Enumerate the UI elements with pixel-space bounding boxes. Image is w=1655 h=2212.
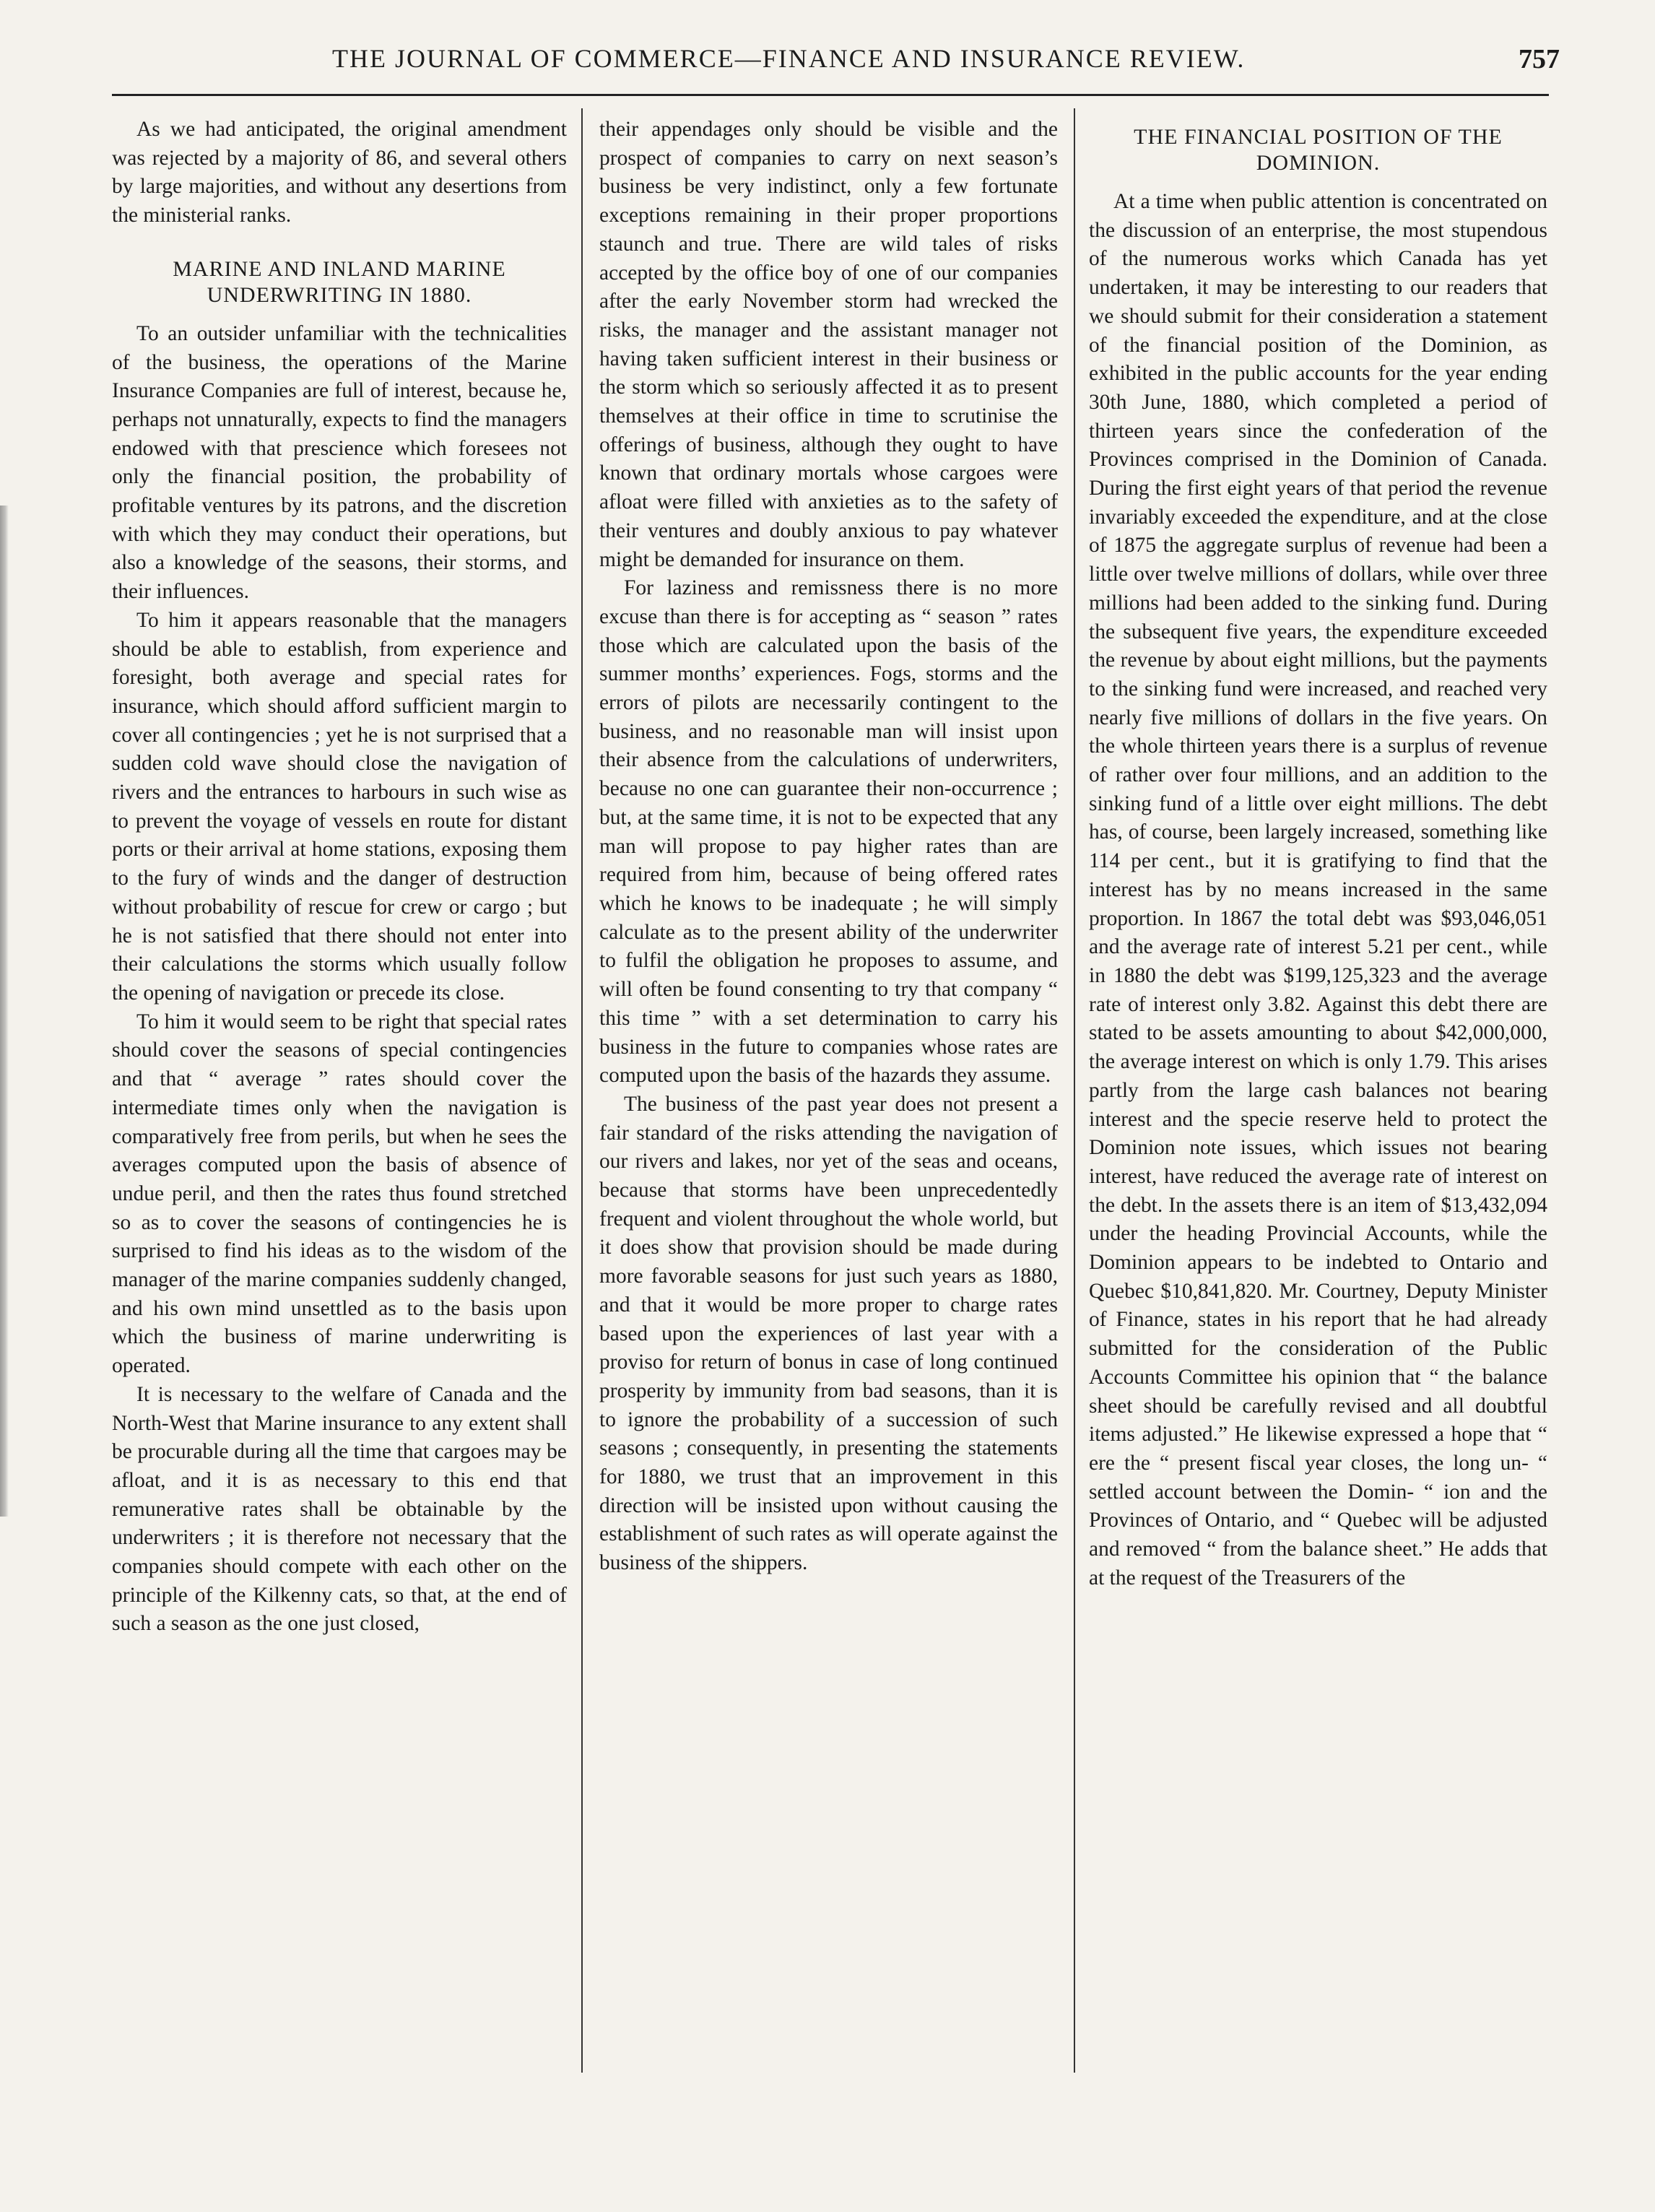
column-3: [1089, 116, 1547, 1592]
paragraph: To him it would seem to be right that special rates should cover the seasons of special contingencies and that “ average ” rates should cover the intermediate times only when the navigation is comparatively free from perils, but when he sees the averages computed upon the basis of absence of undue peril, and then the rates thus found stretched so as to cover the seasons of contingencies he is surprised to find his ideas as to the wisdom of the manager of the marine companies suddenly changed, and his own mind unsettled as to the basis upon which the business of marine underwriting is operated.: [112, 1010, 567, 1378]
column-divider: [581, 108, 583, 2073]
article-heading-marine-underwriting: MARINE AND INLAND MARINE UNDERWRITING IN 1880.: [173, 256, 506, 307]
paragraph: For laziness and remissness there is no more excuse than there is for accepting as “ season ” rates those which are calculated upon the basis of the summer months’ experiences. Fogs, storms and the errors of pilots are necessarily contingent to the business, and no reasonable man will insist upon their absence from the calculations of underwriters, because no one can guarantee their non-occurrence ; but, at the same time, it is not to be expected that any man will propose to pay higher rates than are required from him, because of being offered rates which he knows to be inadequate ; he will simply calculate as to the present ability of the underwriter to fulfil the obligation he proposes to assume, and will often be found consenting to try that company “ this time ” with a set determination to carry his business in the future to companies whose rates are computed upon the basis of the hazards they assume.: [599, 576, 1058, 1088]
column-1: [112, 116, 567, 1639]
paragraph: To an outsider unfamiliar with the technicalities of the business, the operations of the Marine Insurance Companies are full of interest, because he, perhaps not unnaturally, expects to find the managers endowed with that prescience which foresees not only the financial position, the probability of profitable ventures by its patrons, and the discretion with which they may conduct their operations, but also a knowledge of the seasons, their storms, and their influences.: [112, 321, 567, 604]
page-header: [116, 43, 1560, 87]
paragraph: The business of the past year does not present a fair standard of the risks attending the navigation of our rivers and lakes, nor yet of the seas and oceans, because that storms have been unprecedentedly frequent and violent throughout the whole world, but it does show that provision should be made during more favorable seasons for just such years as 1880, and that it would be more proper to charge rates based upon the experiences of last year with a proviso for return of bonus in case of long continued prosperity by immunity from bad seasons, than it is to ignore the probability of a succession of such seasons ; consequently, in presenting the statements for 1880, we trust that an improvement in this direction will be insisted upon without causing the establishment of such rates as will operate against the business of the shippers.: [599, 1092, 1058, 1575]
column-2: [599, 116, 1058, 1578]
column-divider: [1074, 108, 1075, 2073]
article-heading-financial-position: THE FINANCIAL POSITION OF THE DOMINION.: [1134, 125, 1503, 175]
header-rule: [112, 94, 1549, 96]
paragraph: As we had anticipated, the original amendment was rejected by a majority of 86, and several others by large majorities, and without any desertions from the ministerial ranks.: [112, 118, 567, 227]
paragraph: It is necessary to the welfare of Canada and the North-West that Marine insurance to any extent shall be procurable during all the time that cargoes may be afloat, and it is as necessary to this end that remunerative rates shall be obtainable by the underwriters ; it is therefore not necessary that the companies should compete with each other on the principle of the Kilkenny cats, so that, at the end of such a season as the one just closed,: [112, 1382, 567, 1636]
binding-shadow: [0, 506, 9, 1517]
paragraph: To him it appears reasonable that the managers should be able to establish, from experience and foresight, both average and special rates for insurance, which should afford sufficient margin to cover all contingencies ; yet he is not surprised that a sudden cold wave should close the navigation of rivers and the entrances to harbours in such wise as to prevent the voyage of vessels en route for distant ports or their arrival at home stations, exposing them to the fury of winds and the danger of destruction without probability of rescue for crew or cargo ; but he is not satisfied that there should not enter into their calculations the storms which usually follow the opening of navigation or precede its close.: [112, 608, 567, 1005]
paragraph: At a time when public attention is concentrated on the discussion of an enterprise, the most stupendous of the numerous works which Canada has yet undertaken, it may be interesting to our readers that we should submit for their consideration a statement of the financial position of the Dominion, as exhibited in the public accounts for the year ending 30th June, 1880, which completed a period of thirteen years since the confederation of the Provinces comprised in the Dominion of Canada. During the first eight years of that period the revenue invariably exceeded the expenditure, and at the close of 1875 the aggregate surplus of revenue had been a little over twelve millions of dollars, while over three millions had been added to the sinking fund. During the subsequent five years, the expenditure exceeded the revenue by about eight millions, but the payments to the sinking fund were increased, and reached very nearly five millions of dollars in the five years. On the whole thirteen years there is a surplus of revenue of rather over four millions, and an addition to the sinking fund of a little over eight millions. The debt has, of course, been largely increased, something like 114 per cent., but it is gratifying to find that the interest has by no means increased in the same proportion. In 1867 the total debt was $93,046,051 and the average rate of interest 5.21 per cent., while in 1880 the debt was $199,125,323 and the average rate of interest only 3.82. Against this debt there are stated to be assets amounting to about $42,000,000, the average interest on which is only 1.79. This arises partly from the large cash balances not bearing interest and the specie reserve held to protect the Dominion note issues, which issues not bearing interest, have reduced the average rate of interest on the debt. In the assets there is an item of $13,432,094 under the heading Provincial Accounts, while the Dominion appears to be indebted to Ontario and Quebec $10,841,820. Mr. Courtney, Deputy Minister of Finance, states in his report that he had already submitted for the consideration of the Public Accounts Committee his opinion that “ the balance sheet should be carefully revised and all doubtful items adjusted.” He likewise expressed a hope that “ ere the “ present fiscal year closes, the long un- “ settled account between the Domin- “ ion and the Provinces of Ontario, and “ Quebec will be adjusted and removed “ from the balance sheet.” He adds that at the request of the Treasurers of the: [1089, 190, 1547, 1589]
paragraph: their appendages only should be visible and the prospect of companies to carry on next season’s business be very indistinct, only a few fortunate exceptions remaining in their proper proportions staunch and true. There are wild tales of risks accepted by the office boy of one of our companies after the early November storm had wrecked the risks, the manager and the assistant manager not having taken sufficient interest in their business or the storm which so seriously affected it as to present themselves at their office in time to scrutinise the offerings of business, although they ought to have known that ordinary mortals whose cargoes were afloat were filled with anxieties as to the safety of their ventures and doubly anxious to pay whatever might be demanded for insurance on them.: [599, 118, 1058, 571]
page-number: 757: [1519, 44, 1560, 74]
running-title: THE JOURNAL OF COMMERCE—FINANCE AND INSURANCE REVIEW.: [332, 44, 1246, 73]
